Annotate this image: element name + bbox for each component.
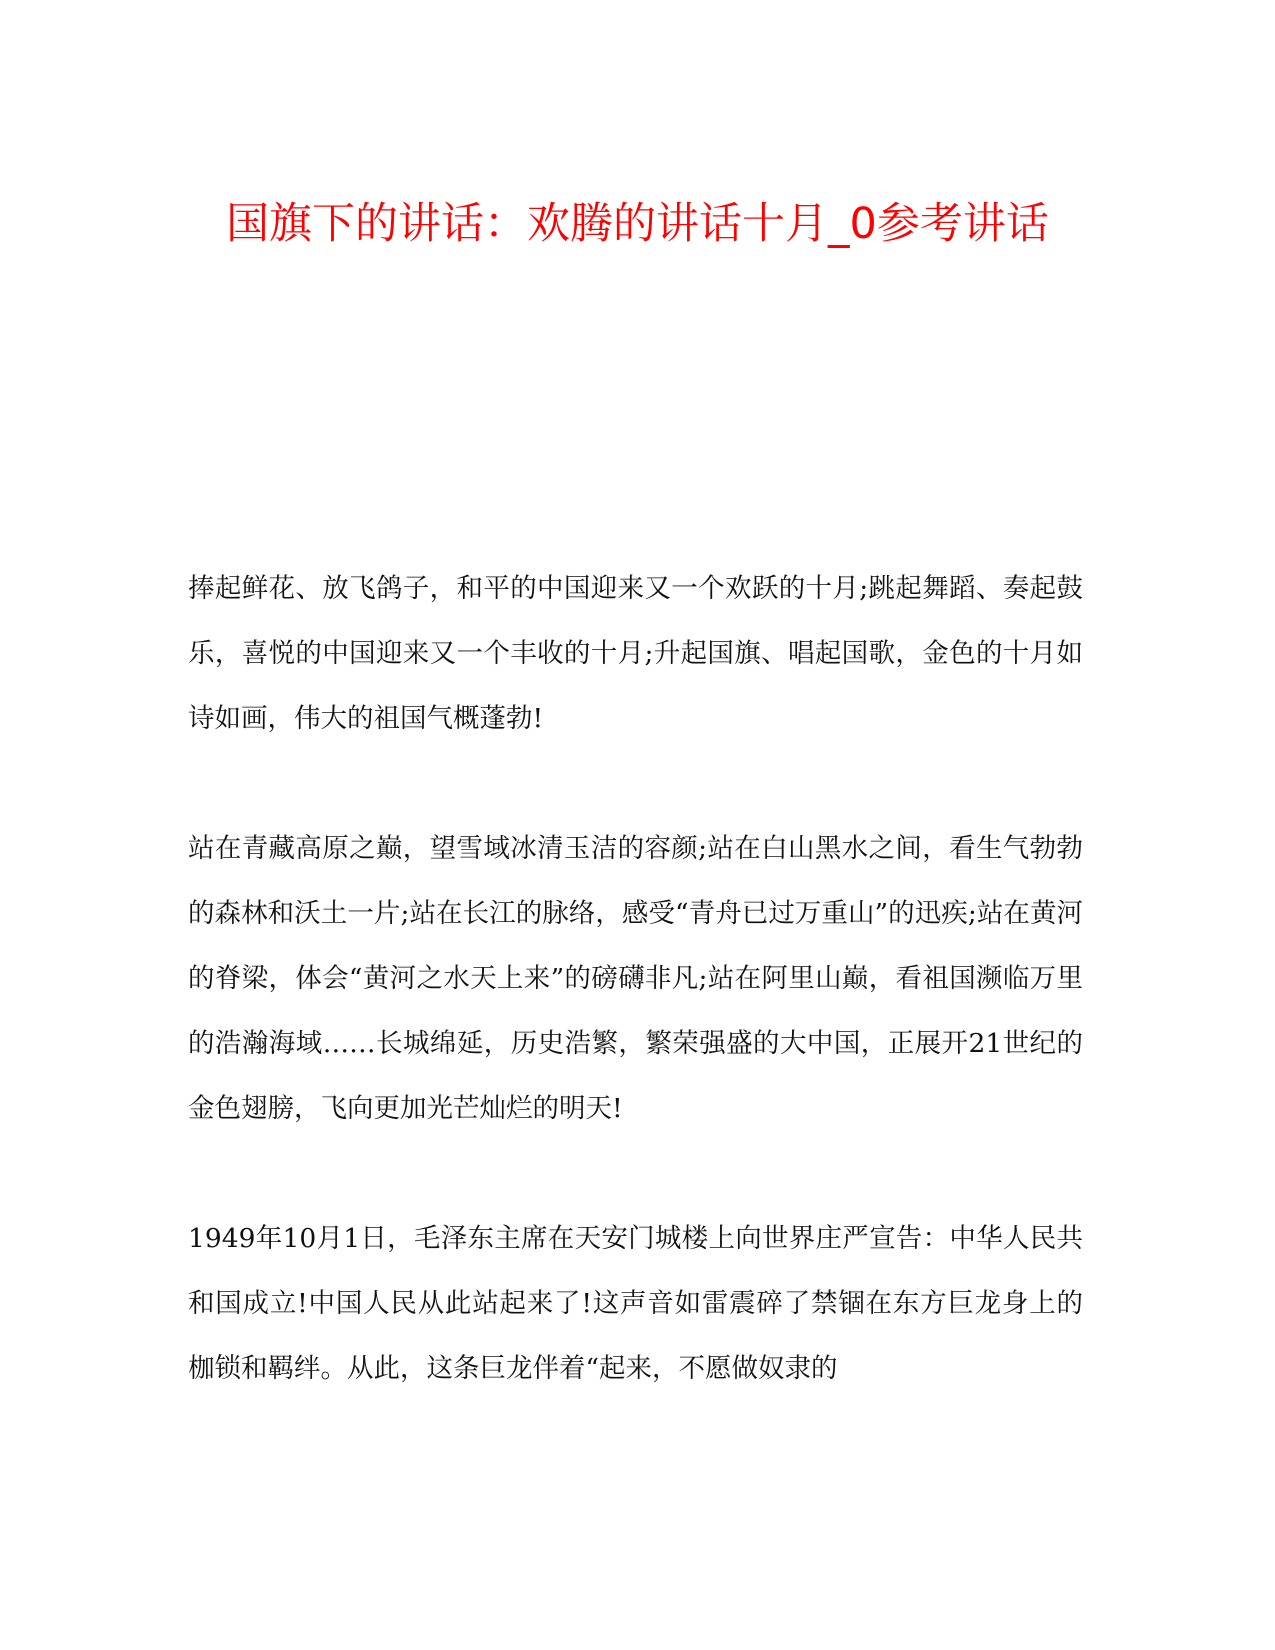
paragraph-3: 1949年10月1日，毛泽东主席在天安门城楼上向世界庄严宣告：中华人民共和国成立!中国人民从此站起来了!这声音如雷震碎了禁锢在东方巨龙身上的枷锁和羁绊。从此，这条巨龙伴着“起来，不愿做奴隶的 — [188, 1223, 1083, 1384]
paragraph-2: 站在青藏高原之巅，望雪域冰清玉洁的容颜;站在白山黑水之间，看生气勃勃的森林和沃土一片;站在长江的脉络，感受“青舟已过万重山”的迅疾;站在黄河的脊梁，体会“黄河之水天上来”的磅礴非凡;站在阿里山巅，看祖国濒临万里的浩瀚海域……长城绵延，历史浩繁，繁荣强盛的大中国，正展开21世纪的金色翅膀，飞向更加光芒灿烂的明天! — [188, 833, 1083, 1124]
document-title: 国旗下的讲话：欢腾的讲话十月_0参考讲话 — [226, 199, 1049, 249]
paragraph-1: 捧起鲜花、放飞鸽子，和平的中国迎来又一个欢跃的十月;跳起舞蹈、奏起鼓乐，喜悦的中国迎来又一个丰收的十月;升起国旗、唱起国歌，金色的十月如诗如画，伟大的祖国气概蓬勃! — [188, 573, 1083, 734]
document-body — [188, 556, 1083, 1466]
